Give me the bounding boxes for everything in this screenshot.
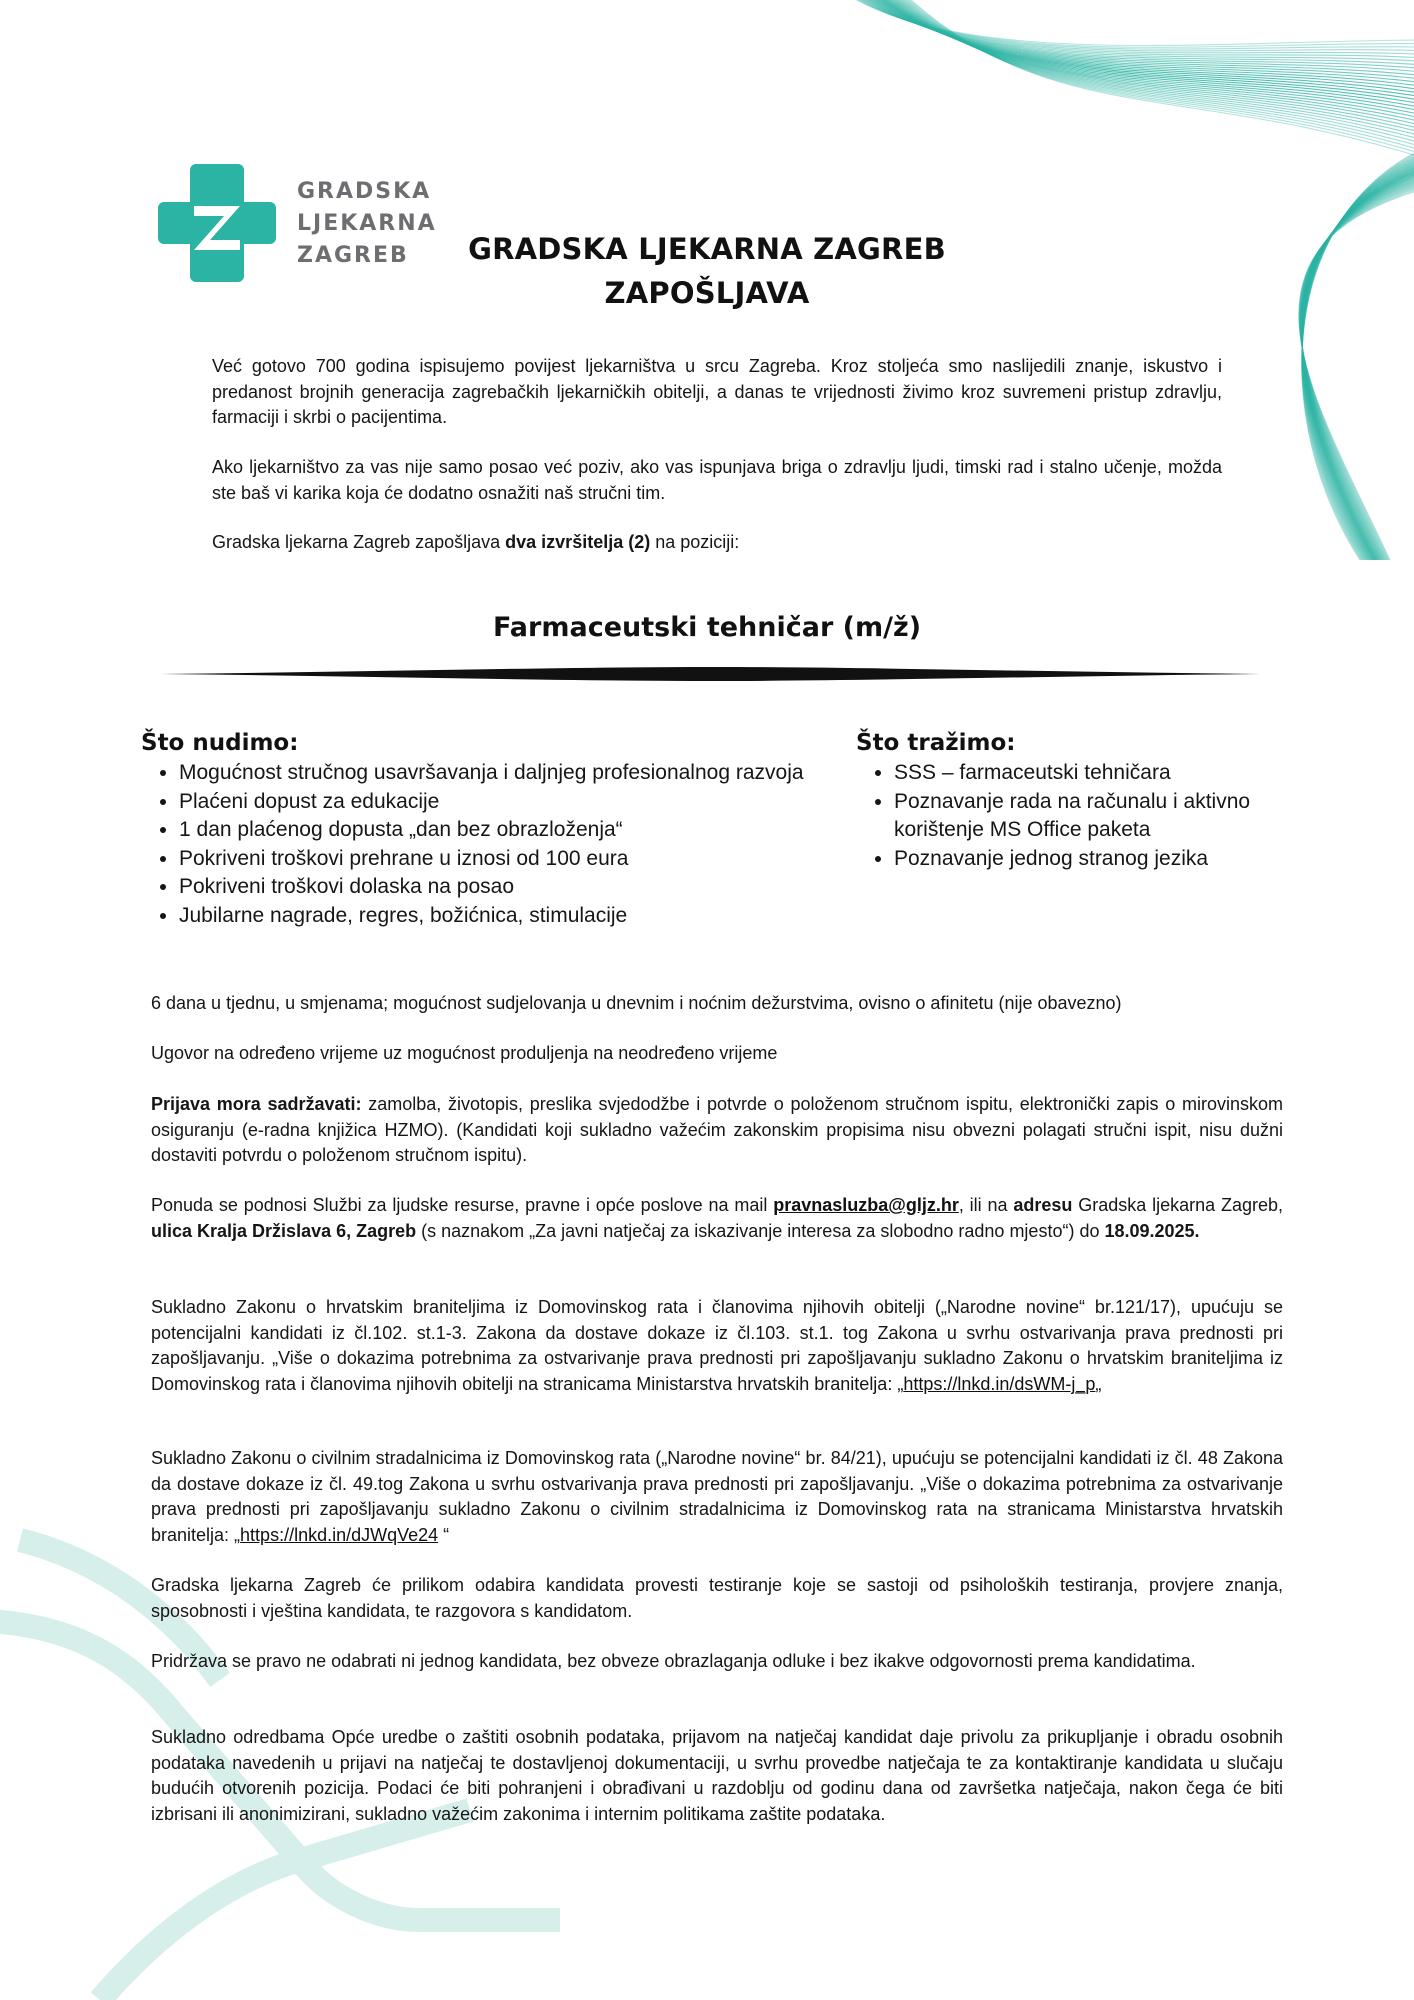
requirements-heading: Što tražimo: xyxy=(856,730,1016,756)
wave-line-lower xyxy=(1302,150,1414,560)
wave-line-lower xyxy=(1302,167,1414,560)
wave-line-lower xyxy=(1302,151,1414,560)
wave-line-lower xyxy=(1301,174,1414,560)
veterans-paragraph: Sukladno Zakonu o hrvatskim braniteljima iz Domovinskog rata i članovima njihovih obitelji („Narodne novine“ br.121/17), upućuju se potencijalni kandidati iz čl.102. st.1-3. Zakona da dostave dokaze iz čl.103. st.1. tog Zakona u svrhu ostvarivanja prava prednosti pri zapošljavanju. „Više o dokazima potrebnima za ostvarivanje prava prednosti pri zapošljavanju sukladno Zakonu o hrvatskim braniteljima iz Domovinskog rata i članovima njihovih obitelji na stranicama Ministarstva hrvatskih branitelja: „https://lnkd.in/dsWM-j_p„ xyxy=(151,1297,1283,1394)
positions-count: dva izvršitelja (2) xyxy=(505,532,651,552)
wave-line-upper xyxy=(898,0,1414,156)
wave-line-lower xyxy=(1299,190,1414,560)
wave-line-lower xyxy=(1301,177,1414,560)
wave-line-lower xyxy=(1302,158,1414,560)
offer-section xyxy=(141,727,861,930)
offer-heading: Što nudimo: xyxy=(141,730,299,756)
wave-line-upper xyxy=(855,0,1414,69)
wave-line-lower xyxy=(1302,169,1414,560)
wave-line-upper xyxy=(900,0,1414,160)
reserve-right-paragraph: Pridržava se pravo ne odabrati ni jednog kandidata, bez obveze obrazlaganja odluke i bez ikakve odgovornosti prema kandidatima. xyxy=(151,1651,1196,1671)
wave-line-lower xyxy=(1300,186,1414,560)
wave-line-lower xyxy=(1302,166,1414,560)
wave-line-upper xyxy=(862,0,1414,84)
offer-item: • Pokriveni troškovi prehrane u iznosi od 100 eura xyxy=(179,845,861,874)
wave-line-lower xyxy=(1301,179,1414,560)
wave-line-lower xyxy=(1300,182,1414,560)
brush-stroke-divider xyxy=(160,666,1260,682)
civil-victims-paragraph: Sukladno Zakonu o civilnim stradalnicima iz Domovinskog rata („Narodne novine“ br. 84/21), upućuju se potencijalni kandidati iz čl. 48 Zakona da dostave dokaze iz čl. 49.tog Zakona u svrhu ostvarivanja prava prednosti pri zapošljavanju. „Više o dokazima potrebnima za ostvarivanje prava prednosti pri zapošljavanju sukladno Zakonu o civilnim stradalnicima iz Domovinskog rata na stranicama Ministarstva hrvatskih branitelja: „https://lnkd.in/dJWqVe24 “ xyxy=(151,1448,1283,1545)
wave-line-upper xyxy=(891,0,1414,142)
wave-line-upper xyxy=(867,0,1414,95)
wave-line-upper xyxy=(893,0,1414,145)
brand-logo xyxy=(154,160,454,286)
wave-line-lower xyxy=(1302,171,1414,560)
wave-line-upper xyxy=(887,0,1414,135)
logo-line-1: GRADSKA xyxy=(297,179,432,204)
offer-list xyxy=(141,759,861,930)
wave-line-upper xyxy=(851,0,1414,62)
application-requirements-paragraph: Prijava mora sadržavati: zamolba, životopis, preslika svjedodžbe i potvrde o položenom stručnom ispitu, elektronički zapis o mirovinskom osiguranju (e-radna knjižica HZMO). (Kandidati koji sukladno važećim zakonskim propisima nisu obvezni polagati stručni ispit, nisu dužni dostaviti potvrdu o položenom stručnom ispitu). xyxy=(151,1094,1283,1165)
wave-line-upper xyxy=(865,0,1414,91)
wave-line-lower xyxy=(1302,156,1414,560)
offer-item: • Pokriveni troškovi dolaska na posao xyxy=(179,873,861,902)
requirement-item: • SSS – farmaceutski tehničara xyxy=(894,759,1316,788)
email-link[interactable]: pravnasluzba@gljz.hr xyxy=(773,1195,959,1215)
wave-line-lower xyxy=(1300,184,1414,560)
wave-line-upper xyxy=(882,0,1414,124)
wave-line-lower xyxy=(1301,175,1414,560)
gdpr-paragraph: Sukladno odredbama Opće uredbe o zaštiti osobnih podataka, prijavom na natječaj kandidat daje privolu za prikupljanje i obradu osobnih podataka navedenih u prijavi na natječaj te dostavljenoj dokumentaciji, u svrhu provedbe natječaja te za kontaktiranje kandidata u slučaju budućih otvorenih pozicija. Podaci će biti pohranjeni i obrađivani u razdoblju od godinu dana od završetka natječaja, nakon čega će biti izbrisani ili anonimizirani, sukladno važećim zakonima i internim politikama zaštite podataka. xyxy=(151,1727,1283,1824)
wave-line-lower xyxy=(1302,162,1414,560)
schedule-paragraph: 6 dana u tjednu, u smjenama; mogućnost sudjelovanja u dnevnim i noćnim dežurstvima, ovisno o afinitetu (nije obavezno) xyxy=(151,993,1122,1013)
wave-line-lower xyxy=(1302,165,1414,560)
wave-line-lower xyxy=(1300,185,1414,560)
submission-paragraph: Ponuda se podnosi Službi za ljudske resurse, pravne i opće poslove na mail pravnasluzba@gljz.hr, ili na adresu Gradska ljekarna Zagreb, ulica Kralja Držislava 6, Zagreb (s naznakom „Za javni natječaj za iskazivanje interesa za slobodno radno mjesto“) do 18.09.2025. xyxy=(151,1195,1283,1241)
page-title-line-1: GRADSKA LJEKARNA ZAGREB xyxy=(468,232,946,266)
wave-line-upper xyxy=(840,0,1414,46)
requirement-item: • Poznavanje jednog stranog jezika xyxy=(894,845,1316,874)
wave-line-lower xyxy=(1302,157,1414,560)
civil-victims-info-link[interactable]: https://lnkd.in/dJWqVe24 xyxy=(240,1524,439,1545)
requirement-item: • Poznavanje rada na računalu i aktivno korištenje MS Office paketa xyxy=(894,788,1316,845)
intro-paragraph-calling: Ako ljekarništvo za vas nije samo posao već poziv, ako vas ispunjava briga o zdravlju ljudi, timski rad i stalno učenje, možda ste baš vi karika koja će dodatno osnažiti naš stručni tim. xyxy=(212,457,1222,503)
wave-line-lower xyxy=(1302,163,1414,560)
wave-line-upper xyxy=(873,0,1414,105)
offer-item: • Plaćeni dopust za edukacije xyxy=(179,788,861,817)
requirements-section xyxy=(856,727,1316,873)
offer-item: • Mogućnost stručnog usavršavanja i daljnjeg profesionalnog razvoja xyxy=(179,759,861,788)
testing-paragraph: Gradska ljekarna Zagreb će prilikom odabira kandidata provesti testiranje koje se sastoji od psiholoških testiranja, provjere znanja, sposobnosti i vještina kandidata, te razgovora s kandidatom. xyxy=(151,1575,1283,1621)
wave-line-upper xyxy=(880,0,1414,120)
wave-line-upper xyxy=(895,0,1414,149)
wave-line-lower xyxy=(1302,160,1414,560)
wave-line-lower xyxy=(1299,188,1414,560)
street-address: ulica Kralja Držislava 6, Zagreb xyxy=(151,1220,417,1241)
wave-line-upper xyxy=(884,0,1414,127)
requirements-list xyxy=(856,759,1316,873)
wave-line-lower xyxy=(1300,183,1414,560)
wave-line-upper xyxy=(889,0,1414,138)
wave-line-lower xyxy=(1302,154,1414,560)
wave-line-lower xyxy=(1302,173,1414,560)
page-title-line-2: ZAPOŠLJAVA xyxy=(604,276,810,310)
wave-line-upper xyxy=(858,0,1414,76)
wave-line-upper xyxy=(853,0,1414,65)
wave-line-lower xyxy=(1301,178,1414,560)
wave-line-upper xyxy=(869,0,1414,98)
wave-line-upper xyxy=(871,0,1414,102)
wave-line-upper xyxy=(875,0,1414,109)
wave-line-upper xyxy=(896,0,1414,153)
wave-line-upper xyxy=(878,0,1414,116)
logo-line-3: ZAGREB xyxy=(297,243,409,268)
wave-line-upper xyxy=(860,0,1414,80)
application-label: Prijava mora sadržavati: xyxy=(151,1094,362,1114)
pharmacy-cross-logo-icon xyxy=(154,160,280,286)
deadline-date: 18.09.2025. xyxy=(1104,1220,1200,1241)
veterans-info-link[interactable]: https://lnkd.in/dsWM-j_p xyxy=(903,1373,1096,1394)
wave-line-upper xyxy=(864,0,1414,87)
wave-line-lower xyxy=(1299,189,1414,560)
offer-item: • 1 dan plaćenog dopusta „dan bez obrazloženja“ xyxy=(179,816,861,845)
wave-line-lower xyxy=(1302,152,1414,560)
wave-line-upper xyxy=(876,0,1414,113)
wave-line-lower xyxy=(1302,161,1414,560)
wave-line-upper xyxy=(885,0,1414,131)
logo-line-2: LJEKARNA xyxy=(297,211,437,236)
job-position-title: Farmaceutski tehničar (m/ž) xyxy=(492,612,922,643)
offer-item: • Jubilarne nagrade, regres, božićnica, stimulacije xyxy=(179,902,861,931)
wave-line-upper xyxy=(849,0,1414,58)
wave-line-lower xyxy=(1302,172,1414,560)
wave-line-lower xyxy=(1301,180,1414,560)
wave-line-upper xyxy=(845,0,1414,51)
wave-line-upper xyxy=(856,0,1414,73)
wave-line-lower xyxy=(1302,155,1414,560)
intro-paragraph-history: Već gotovo 700 godina ispisujemo povijest ljekarništva u srcu Zagreba. Kroz stoljeća smo naslijedili znanje, iskustvo i predanost brojnih generacija zagrebačkih ljekarničkih obitelji, a danas te vrijednosti živimo kroz suvremeni pristup zdravlju, farmaciji i skrbi o pacijentima. xyxy=(212,356,1222,427)
wave-line-lower xyxy=(1302,168,1414,560)
wave-line-upper xyxy=(847,0,1414,55)
intro-paragraph-positions: Gradska ljekarna Zagreb zapošljava dva izvršitelja (2) na poziciji: xyxy=(212,532,740,552)
wave-line-upper xyxy=(842,0,1414,47)
contract-paragraph: Ugovor na određeno vrijeme uz mogućnost produljenja na neodređeno vrijeme xyxy=(151,1043,778,1063)
wave-line-upper xyxy=(844,0,1414,49)
